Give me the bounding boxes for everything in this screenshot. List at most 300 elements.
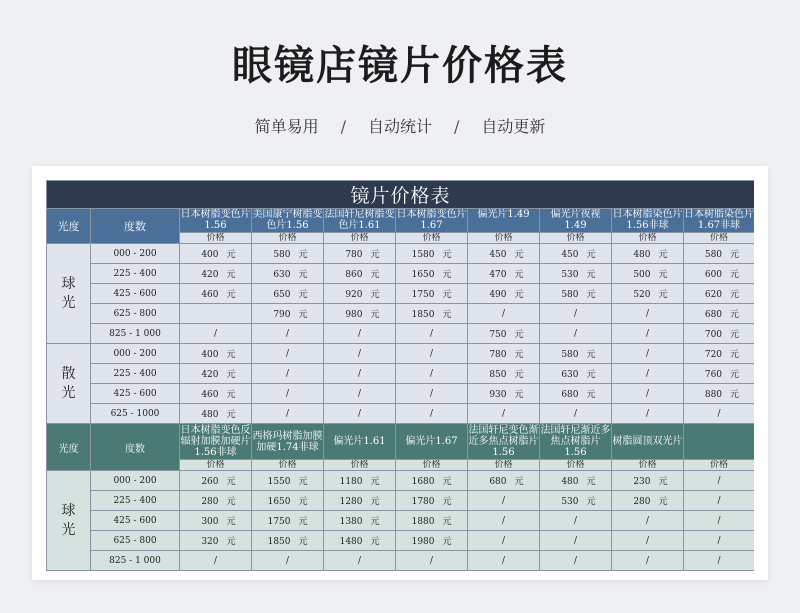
section-label-char: 球 — [61, 502, 76, 519]
price-cell[interactable] — [252, 551, 324, 571]
degree-range-cell[interactable]: 625 - 800 — [91, 531, 180, 551]
price-value: 1750 — [411, 290, 435, 300]
price-cell[interactable] — [540, 471, 612, 491]
price-cell[interactable] — [252, 511, 324, 531]
price-value: 1680 — [411, 477, 435, 487]
section-label — [47, 344, 91, 424]
price-label: 价格 — [324, 233, 396, 244]
price-cell[interactable] — [324, 284, 396, 304]
price-value: 850 — [489, 370, 507, 380]
price-cell[interactable] — [684, 264, 755, 284]
price-value: 1980 — [411, 537, 435, 547]
price-na: / — [573, 408, 578, 419]
price-value: 1780 — [411, 497, 435, 507]
price-cell[interactable] — [540, 284, 612, 304]
price-cell[interactable] — [540, 364, 612, 384]
price-cell[interactable] — [252, 471, 324, 491]
price-cell[interactable] — [396, 304, 468, 324]
section-label — [47, 471, 91, 571]
price-value: 400 — [201, 250, 219, 260]
price-cell[interactable] — [468, 511, 540, 531]
price-value: 420 — [201, 370, 219, 380]
price-na: / — [717, 495, 721, 506]
column-header-degree: 度数 — [91, 209, 180, 244]
price-cell[interactable] — [684, 284, 755, 304]
price-unit: 元 — [370, 497, 380, 507]
price-value: 790 — [273, 310, 291, 320]
table-row — [47, 404, 755, 424]
price-value: 680 — [561, 390, 579, 400]
price-unit: 元 — [298, 537, 308, 547]
price-label: 价格 — [684, 460, 755, 471]
price-cell[interactable] — [684, 304, 755, 324]
price-na: / — [285, 555, 290, 566]
price-value: 860 — [345, 270, 363, 280]
sheet-title: 镜片价格表 — [47, 181, 755, 209]
price-na: / — [357, 408, 362, 419]
price-value: 1850 — [267, 537, 291, 547]
degree-range-cell[interactable]: 225 - 400 — [91, 491, 180, 511]
column-header-product: 日本树脂变色片1.67 — [396, 209, 467, 231]
price-unit: 元 — [226, 250, 236, 260]
degree-range-cell[interactable]: 425 - 600 — [91, 284, 180, 304]
price-cell[interactable] — [468, 404, 540, 424]
degree-range-cell[interactable]: 825 - 1 000 — [91, 551, 180, 571]
price-cell[interactable] — [180, 364, 252, 384]
price-value: 1550 — [267, 477, 291, 487]
price-value: 580 — [561, 350, 579, 360]
price-value: 760 — [704, 370, 723, 380]
price-cell[interactable] — [324, 344, 396, 364]
price-cell[interactable] — [180, 491, 252, 511]
column-header-product — [684, 424, 755, 460]
price-cell[interactable] — [684, 364, 755, 384]
page-title: 眼镜店镜片价格表 — [232, 43, 568, 89]
price-unit: 元 — [226, 270, 236, 280]
price-cell[interactable] — [468, 304, 540, 324]
price-cell[interactable] — [612, 404, 684, 424]
price-label: 价格 — [468, 233, 540, 244]
price-cell[interactable] — [180, 551, 252, 571]
price-na: / — [717, 535, 721, 546]
price-cell[interactable] — [180, 511, 252, 531]
price-value: 450 — [489, 250, 507, 260]
price-unit: 元 — [730, 290, 740, 300]
feature-tags — [0, 114, 800, 137]
price-cell[interactable] — [396, 364, 468, 384]
table-row — [47, 511, 755, 531]
price-value: 630 — [273, 270, 291, 280]
price-cell[interactable] — [612, 244, 684, 264]
column-header-product: 法国轩尼树脂变色片1.61 — [324, 209, 395, 231]
price-cell[interactable] — [396, 324, 468, 344]
price-na: / — [645, 555, 650, 566]
price-cell[interactable] — [684, 471, 755, 491]
price-unit: 元 — [514, 390, 524, 400]
table-row — [47, 324, 755, 344]
column-header-product: 日本树脂变色反辐射加膜加硬片1.56非球 — [180, 425, 251, 458]
price-cell[interactable] — [324, 471, 396, 491]
price-label: 价格 — [396, 460, 468, 471]
price-unit: 元 — [442, 537, 452, 547]
price-cell[interactable] — [252, 244, 324, 264]
price-cell[interactable] — [612, 384, 684, 404]
price-na: / — [501, 555, 506, 566]
degree-range-cell[interactable]: 625 - 1000 — [91, 404, 180, 424]
price-unit: 元 — [658, 477, 668, 487]
price-unit: 元 — [370, 270, 380, 280]
degree-range-cell[interactable]: 225 - 400 — [91, 364, 180, 384]
price-na: / — [573, 535, 578, 546]
price-value: 470 — [489, 270, 507, 280]
price-label: 价格 — [180, 233, 252, 244]
price-cell[interactable] — [612, 471, 684, 491]
degree-range-cell[interactable]: 225 - 400 — [91, 264, 180, 284]
price-value: 780 — [345, 250, 363, 260]
price-unit: 元 — [226, 537, 236, 547]
price-cell[interactable] — [252, 384, 324, 404]
price-value: 620 — [704, 290, 723, 300]
price-value: 750 — [489, 330, 507, 340]
price-unit: 元 — [298, 250, 308, 260]
price-value: 600 — [704, 270, 723, 280]
price-value: 530 — [561, 497, 579, 507]
table-row — [47, 491, 755, 511]
price-unit: 元 — [586, 390, 596, 400]
price-na: / — [717, 475, 721, 486]
price-cell[interactable] — [396, 511, 468, 531]
price-na: / — [645, 308, 650, 319]
section-label-char: 光 — [61, 521, 76, 538]
price-value: 1650 — [267, 497, 291, 507]
price-cell[interactable] — [684, 244, 755, 264]
price-cell[interactable] — [684, 531, 755, 551]
price-value: 920 — [345, 290, 363, 300]
price-na: / — [645, 328, 650, 339]
price-cell[interactable] — [180, 244, 252, 264]
price-cell[interactable] — [396, 384, 468, 404]
price-na: / — [645, 535, 650, 546]
price-unit: 元 — [730, 270, 740, 280]
table-row — [47, 304, 755, 324]
price-cell[interactable] — [612, 344, 684, 364]
price-na: / — [213, 328, 218, 339]
section-label-char: 光 — [61, 294, 76, 311]
price-cell[interactable] — [252, 324, 324, 344]
price-cell[interactable] — [180, 471, 252, 491]
price-cell[interactable] — [252, 304, 324, 324]
price-cell[interactable] — [612, 531, 684, 551]
price-unit: 元 — [442, 270, 452, 280]
price-na: / — [285, 328, 290, 339]
price-na: / — [357, 368, 362, 379]
price-value: 480 — [561, 477, 579, 487]
price-cell[interactable] — [396, 551, 468, 571]
column-header-product: 日本树脂染色片1.67非球 — [684, 209, 754, 231]
price-cell[interactable] — [252, 531, 324, 551]
price-cell[interactable] — [324, 531, 396, 551]
price-cell[interactable] — [612, 551, 684, 571]
price-unit: 元 — [442, 477, 452, 487]
price-cell[interactable] — [468, 531, 540, 551]
price-unit: 元 — [514, 370, 524, 380]
price-cell[interactable] — [468, 264, 540, 284]
price-value: 300 — [201, 517, 219, 527]
price-cell[interactable] — [612, 304, 684, 324]
price-label: 价格 — [252, 460, 324, 471]
price-na: / — [573, 555, 578, 566]
price-na: / — [645, 408, 650, 419]
table-row — [47, 384, 755, 404]
price-cell[interactable] — [324, 244, 396, 264]
price-value: 580 — [704, 250, 723, 260]
price-cell[interactable] — [684, 344, 755, 364]
price-cell[interactable] — [252, 404, 324, 424]
price-cell[interactable] — [684, 324, 755, 344]
price-cell[interactable] — [324, 491, 396, 511]
price-cell[interactable] — [684, 511, 755, 531]
price-cell[interactable] — [540, 551, 612, 571]
price-value: 1480 — [339, 537, 363, 547]
column-header-product: 偏光片夜视1.49 — [540, 209, 612, 233]
price-cell[interactable] — [612, 491, 684, 511]
price-cell[interactable] — [540, 304, 612, 324]
price-value: 280 — [633, 497, 651, 507]
price-cell[interactable] — [324, 324, 396, 344]
price-label: 价格 — [252, 233, 324, 244]
price-cell[interactable] — [396, 404, 468, 424]
price-unit: 元 — [226, 390, 236, 400]
price-value: 460 — [201, 290, 219, 300]
price-value: 400 — [201, 350, 219, 360]
price-label: 价格 — [396, 233, 468, 244]
price-value: 680 — [489, 477, 507, 487]
price-cell[interactable] — [396, 244, 468, 264]
price-value: 1750 — [267, 517, 291, 527]
price-cell[interactable] — [396, 491, 468, 511]
price-unit: 元 — [442, 290, 452, 300]
price-unit: 元 — [226, 290, 236, 300]
price-cell[interactable] — [684, 404, 755, 424]
price-na: / — [645, 388, 650, 399]
price-na: / — [645, 515, 650, 526]
price-unit: 元 — [730, 330, 740, 340]
table-row — [47, 551, 755, 571]
price-cell[interactable] — [252, 344, 324, 364]
price-cell[interactable] — [468, 344, 540, 364]
table-row — [47, 244, 755, 264]
price-cell[interactable] — [324, 404, 396, 424]
price-cell[interactable] — [612, 324, 684, 344]
price-unit: 元 — [658, 270, 668, 280]
column-header-product: 日本树脂变色片1.56 — [180, 209, 251, 231]
price-value: 420 — [201, 270, 219, 280]
price-cell[interactable] — [540, 491, 612, 511]
price-cell[interactable] — [468, 384, 540, 404]
price-cell[interactable] — [612, 264, 684, 284]
price-cell[interactable] — [252, 284, 324, 304]
price-cell[interactable] — [540, 244, 612, 264]
degree-range-cell[interactable]: 000 - 200 — [91, 244, 180, 264]
price-cell[interactable] — [612, 364, 684, 384]
column-header-product: 西格玛树脂加膜加硬1.74非球 — [252, 424, 324, 460]
price-unit: 元 — [442, 497, 452, 507]
price-na: / — [573, 308, 578, 319]
price-value: 1180 — [339, 477, 363, 487]
price-value: 1380 — [339, 517, 363, 527]
price-cell[interactable] — [324, 304, 396, 324]
price-na: / — [717, 515, 721, 526]
price-label: 价格 — [684, 233, 755, 244]
price-cell[interactable] — [468, 244, 540, 264]
price-cell[interactable] — [468, 324, 540, 344]
price-cell[interactable] — [180, 264, 252, 284]
price-na: / — [645, 348, 650, 359]
price-na: / — [213, 555, 218, 566]
price-unit: 元 — [586, 477, 596, 487]
price-value: 1280 — [339, 497, 363, 507]
price-cell[interactable] — [684, 384, 755, 404]
price-cell[interactable] — [180, 384, 252, 404]
column-header-product: 日本树脂染色片1.56非球 — [612, 209, 683, 231]
price-cell[interactable] — [540, 264, 612, 284]
price-unit: 元 — [298, 310, 308, 320]
price-cell[interactable] — [252, 264, 324, 284]
price-na: / — [429, 348, 434, 359]
price-unit: 元 — [730, 250, 740, 260]
degree-range-cell[interactable]: 825 - 1 000 — [91, 324, 180, 344]
tag-separator: / — [454, 117, 460, 136]
price-unit: 元 — [442, 517, 452, 527]
table-row — [47, 264, 755, 284]
price-unit: 元 — [730, 310, 740, 320]
price-cell[interactable] — [540, 344, 612, 364]
price-cell[interactable] — [324, 384, 396, 404]
price-cell[interactable] — [396, 344, 468, 364]
price-cell[interactable] — [468, 471, 540, 491]
degree-range-cell[interactable]: 625 - 800 — [91, 304, 180, 324]
tag-auto-update: 自动更新 — [481, 117, 546, 136]
price-unit: 元 — [226, 370, 236, 380]
price-value: 980 — [345, 310, 363, 320]
price-unit: 元 — [370, 537, 380, 547]
price-cell[interactable] — [396, 471, 468, 491]
price-value: 260 — [201, 477, 219, 487]
tag-separator: / — [340, 117, 346, 136]
price-cell[interactable] — [612, 511, 684, 531]
price-cell[interactable] — [252, 364, 324, 384]
price-cell[interactable] — [324, 364, 396, 384]
price-cell[interactable] — [540, 324, 612, 344]
price-cell[interactable] — [468, 551, 540, 571]
price-value: 530 — [561, 270, 579, 280]
price-value: 880 — [704, 390, 723, 400]
price-value: 1850 — [411, 310, 435, 320]
price-cell[interactable] — [684, 551, 755, 571]
column-header-product: 偏光片1.61 — [324, 424, 396, 460]
price-cell[interactable] — [468, 491, 540, 511]
price-label: 价格 — [612, 460, 684, 471]
price-cell[interactable] — [180, 344, 252, 364]
price-unit: 元 — [586, 290, 596, 300]
price-value: 1580 — [411, 250, 435, 260]
price-unit: 元 — [298, 270, 308, 280]
price-unit: 元 — [370, 477, 380, 487]
price-cell[interactable] — [540, 511, 612, 531]
section-label-char: 球 — [61, 275, 76, 292]
price-label: 价格 — [180, 460, 252, 471]
price-cell[interactable] — [180, 531, 252, 551]
price-cell[interactable] — [324, 264, 396, 284]
price-na: / — [357, 328, 362, 339]
table-row — [47, 471, 755, 491]
price-value: 500 — [633, 270, 651, 280]
price-cell[interactable] — [396, 531, 468, 551]
price-unit: 元 — [370, 250, 380, 260]
price-value: 230 — [633, 477, 651, 487]
price-value: 520 — [633, 290, 651, 300]
price-cell[interactable] — [396, 284, 468, 304]
degree-range-cell[interactable]: 425 - 600 — [91, 511, 180, 531]
tag-auto-stats: 自动统计 — [367, 117, 432, 136]
price-cell[interactable] — [180, 324, 252, 344]
price-cell[interactable] — [540, 531, 612, 551]
price-cell[interactable] — [180, 404, 252, 424]
degree-range-cell[interactable]: 000 - 200 — [91, 471, 180, 491]
section-label-char: 光 — [61, 384, 76, 401]
price-cell[interactable] — [612, 284, 684, 304]
price-cell[interactable] — [180, 304, 252, 324]
price-value: 1650 — [411, 270, 435, 280]
degree-range-cell[interactable]: 425 - 600 — [91, 384, 180, 404]
price-cell[interactable] — [684, 491, 755, 511]
price-unit: 元 — [442, 250, 452, 260]
degree-range-cell[interactable]: 000 - 200 — [91, 344, 180, 364]
price-na: / — [285, 408, 290, 419]
header-row — [47, 424, 755, 460]
price-cell[interactable] — [396, 264, 468, 284]
price-unit: 元 — [586, 370, 596, 380]
price-table — [46, 180, 754, 571]
price-label: 价格 — [324, 460, 396, 471]
price-unit: 元 — [298, 477, 308, 487]
price-unit: 元 — [730, 390, 740, 400]
column-header-degree: 度数 — [91, 424, 180, 471]
price-cell[interactable] — [540, 404, 612, 424]
price-unit: 元 — [226, 410, 236, 420]
price-cell[interactable] — [180, 284, 252, 304]
price-cell[interactable] — [252, 491, 324, 511]
price-na: / — [501, 535, 506, 546]
price-cell[interactable] — [468, 284, 540, 304]
price-cell[interactable] — [468, 364, 540, 384]
price-cell[interactable] — [324, 551, 396, 571]
price-na: / — [501, 308, 506, 319]
price-cell[interactable] — [324, 511, 396, 531]
price-unit: 元 — [586, 497, 596, 507]
price-unit: 元 — [226, 497, 236, 507]
price-na: / — [717, 555, 721, 566]
price-value: 490 — [489, 290, 507, 300]
tag-easy: 简单易用 — [254, 117, 319, 136]
price-value: 700 — [704, 330, 723, 340]
price-value: 780 — [489, 350, 507, 360]
table-row — [47, 364, 755, 384]
price-cell[interactable] — [540, 384, 612, 404]
column-header-product: 美国康宁树脂变色片1.56 — [252, 209, 323, 231]
price-value: 580 — [273, 250, 291, 260]
price-value: 930 — [489, 390, 507, 400]
